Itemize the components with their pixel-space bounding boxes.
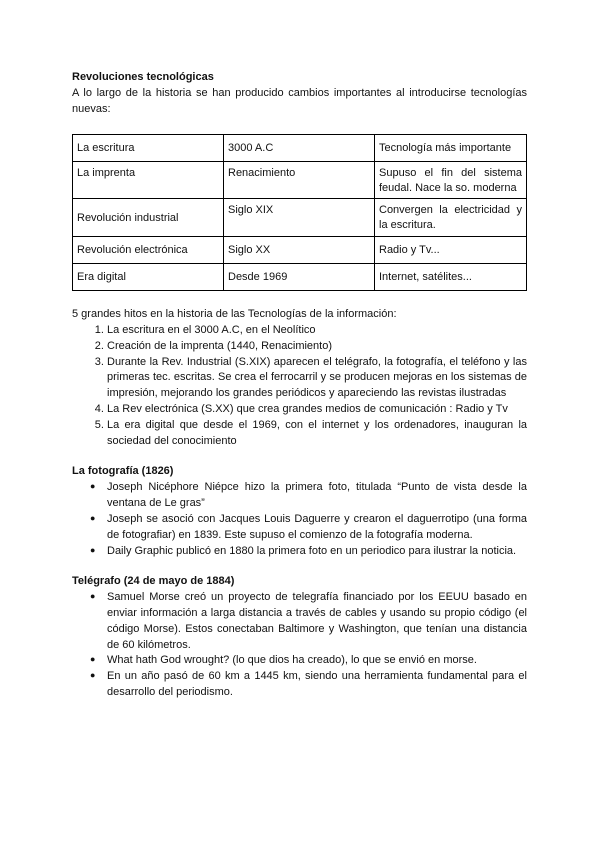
table-row [73,134,527,161]
list-item [90,512,527,544]
table-row [73,199,527,237]
list-item [90,544,527,560]
table-cell: Supuso el fin del sistema feudal. Nace la so. moderna [375,161,527,199]
telegrafo-list [72,590,527,702]
list-item [90,669,527,701]
list-item: 2. Creación de la imprenta (1440, Renacimiento) [107,339,527,355]
table-cell: Desde 1969 [224,263,375,290]
table-cell: Revolución electrónica [73,237,224,264]
list-item [90,590,527,654]
table-cell: Internet, satélites... [375,263,527,290]
intro-paragraph: A lo largo de la historia se han producido cambios importantes al introducirse tecnologías nuevas: [72,86,527,115]
table-cell: 3000 A.C [224,134,375,161]
list-item-text: What hath God wrought? (lo que dios ha creado), lo que se envió en morse. [107,654,477,667]
list-item: 1. La escritura en el 3000 A.C, en el Neolítico [107,323,527,339]
hitos-intro: 5 grandes hitos en la historia de las Tecnologías de la información: [72,307,397,320]
list-item-text: Daily Graphic publicó en 1880 la primera foto en un periodico para ilustrar la noticia. [107,544,517,557]
fotografia-list [72,480,527,560]
list-item: 4. La Rev electrónica (S.XX) que crea grandes medios de comunicación : Radio y Tv [107,402,527,418]
table-cell: La escritura [73,134,224,161]
table-cell: Siglo XX [224,237,375,264]
hitos-list [72,323,527,451]
table-row [73,237,527,264]
table-cell: Tecnología más importante [375,134,527,161]
bullet-icon: ● [90,512,96,523]
list-item: 5. La era digital que desde el 1969, con el internet y los ordenadores, inauguran la sociedad del conocimiento [107,418,527,450]
table-row [73,263,527,290]
table-cell: Convergen la electricidad y la escritura. [375,199,527,237]
list-item-text: Joseph Nicéphore Niépce hizo la primera foto, titulada “Punto de vista desde la ventana de Le gras” [107,481,527,510]
bullet-icon: ● [90,481,96,492]
bullet-icon: ● [90,590,96,601]
list-item [90,480,527,512]
table-cell: Siglo XIX [224,199,375,237]
list-item: 3. Durante la Rev. Industrial (S.XIX) aparecen el telégrafo, la fotografía, el teléfono y las primeras tec. escritas. Se crea el ferrocarril y se producen mejoras en los sistemas de impresión, mejorando los grandes periódicos y apareciendo las revistas ilustradas [107,355,527,403]
list-item [90,653,527,669]
revolutions-table [72,134,527,291]
telegrafo-section [72,574,527,702]
list-item-text: Samuel Morse creó un proyecto de telegrafía financiado por los EEUU basado en enviar información a larga distancia a través de cables y usando su propio código (el código Morse). Estos conectaban Baltimore y Washington, que tenían una distancia de 60 kilómetros. [107,590,527,651]
section-heading: Telégrafo (24 de mayo de 1884) [72,574,235,587]
page-title: Revoluciones tecnológicas [72,71,214,83]
fotografia-section [72,464,527,560]
bullet-icon: ● [90,544,96,555]
list-item-text: Joseph se asoció con Jacques Louis Daguerre y crearon el daguerrotipo (una forma de fotografiar) en 1839. Este supuso el comienzo de la fotografía moderna. [107,512,527,541]
table-cell: Revolución industrial [73,199,224,237]
table-cell: Radio y Tv... [375,237,527,264]
bullet-icon: ● [90,670,96,681]
document-content [72,70,527,701]
section-heading: La fotografía (1826) [72,465,174,478]
bullet-icon: ● [90,654,96,665]
table-cell: La imprenta [73,161,224,199]
list-item-text: En un año pasó de 60 km a 1445 km, siendo una herramienta fundamental para el desarrollo del periodismo. [107,670,527,699]
table-row [73,161,527,199]
table-cell: Era digital [73,263,224,290]
table-cell: Renacimiento [224,161,375,199]
